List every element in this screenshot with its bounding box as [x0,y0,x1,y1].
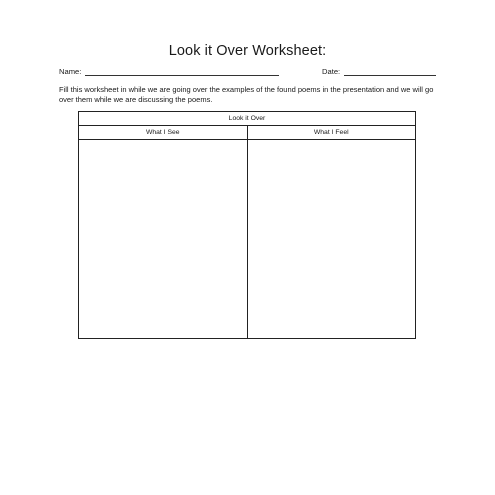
table-body-row [79,140,415,338]
column-header-what-i-feel: What I Feel [313,129,349,136]
page-title: Look it Over Worksheet: [168,43,327,59]
instructions-text: Fill this worksheet in while we are going over the examples of the found poems in the presentation and we will go over them while we are discussing the poems. [59,85,434,104]
date-label: Date: [322,67,341,76]
date-field-row [322,67,436,76]
look-it-over-table [78,111,416,339]
name-label: Name: [59,67,82,76]
name-field-row [59,67,279,76]
what-i-feel-cell[interactable] [248,140,416,338]
what-i-see-cell[interactable] [79,140,248,338]
table-title: Look it Over [79,112,415,126]
column-header-what-i-see: What I See [79,126,248,139]
name-blank-line[interactable] [85,67,279,76]
table-header-row [79,126,415,140]
date-blank-line[interactable] [344,67,436,76]
